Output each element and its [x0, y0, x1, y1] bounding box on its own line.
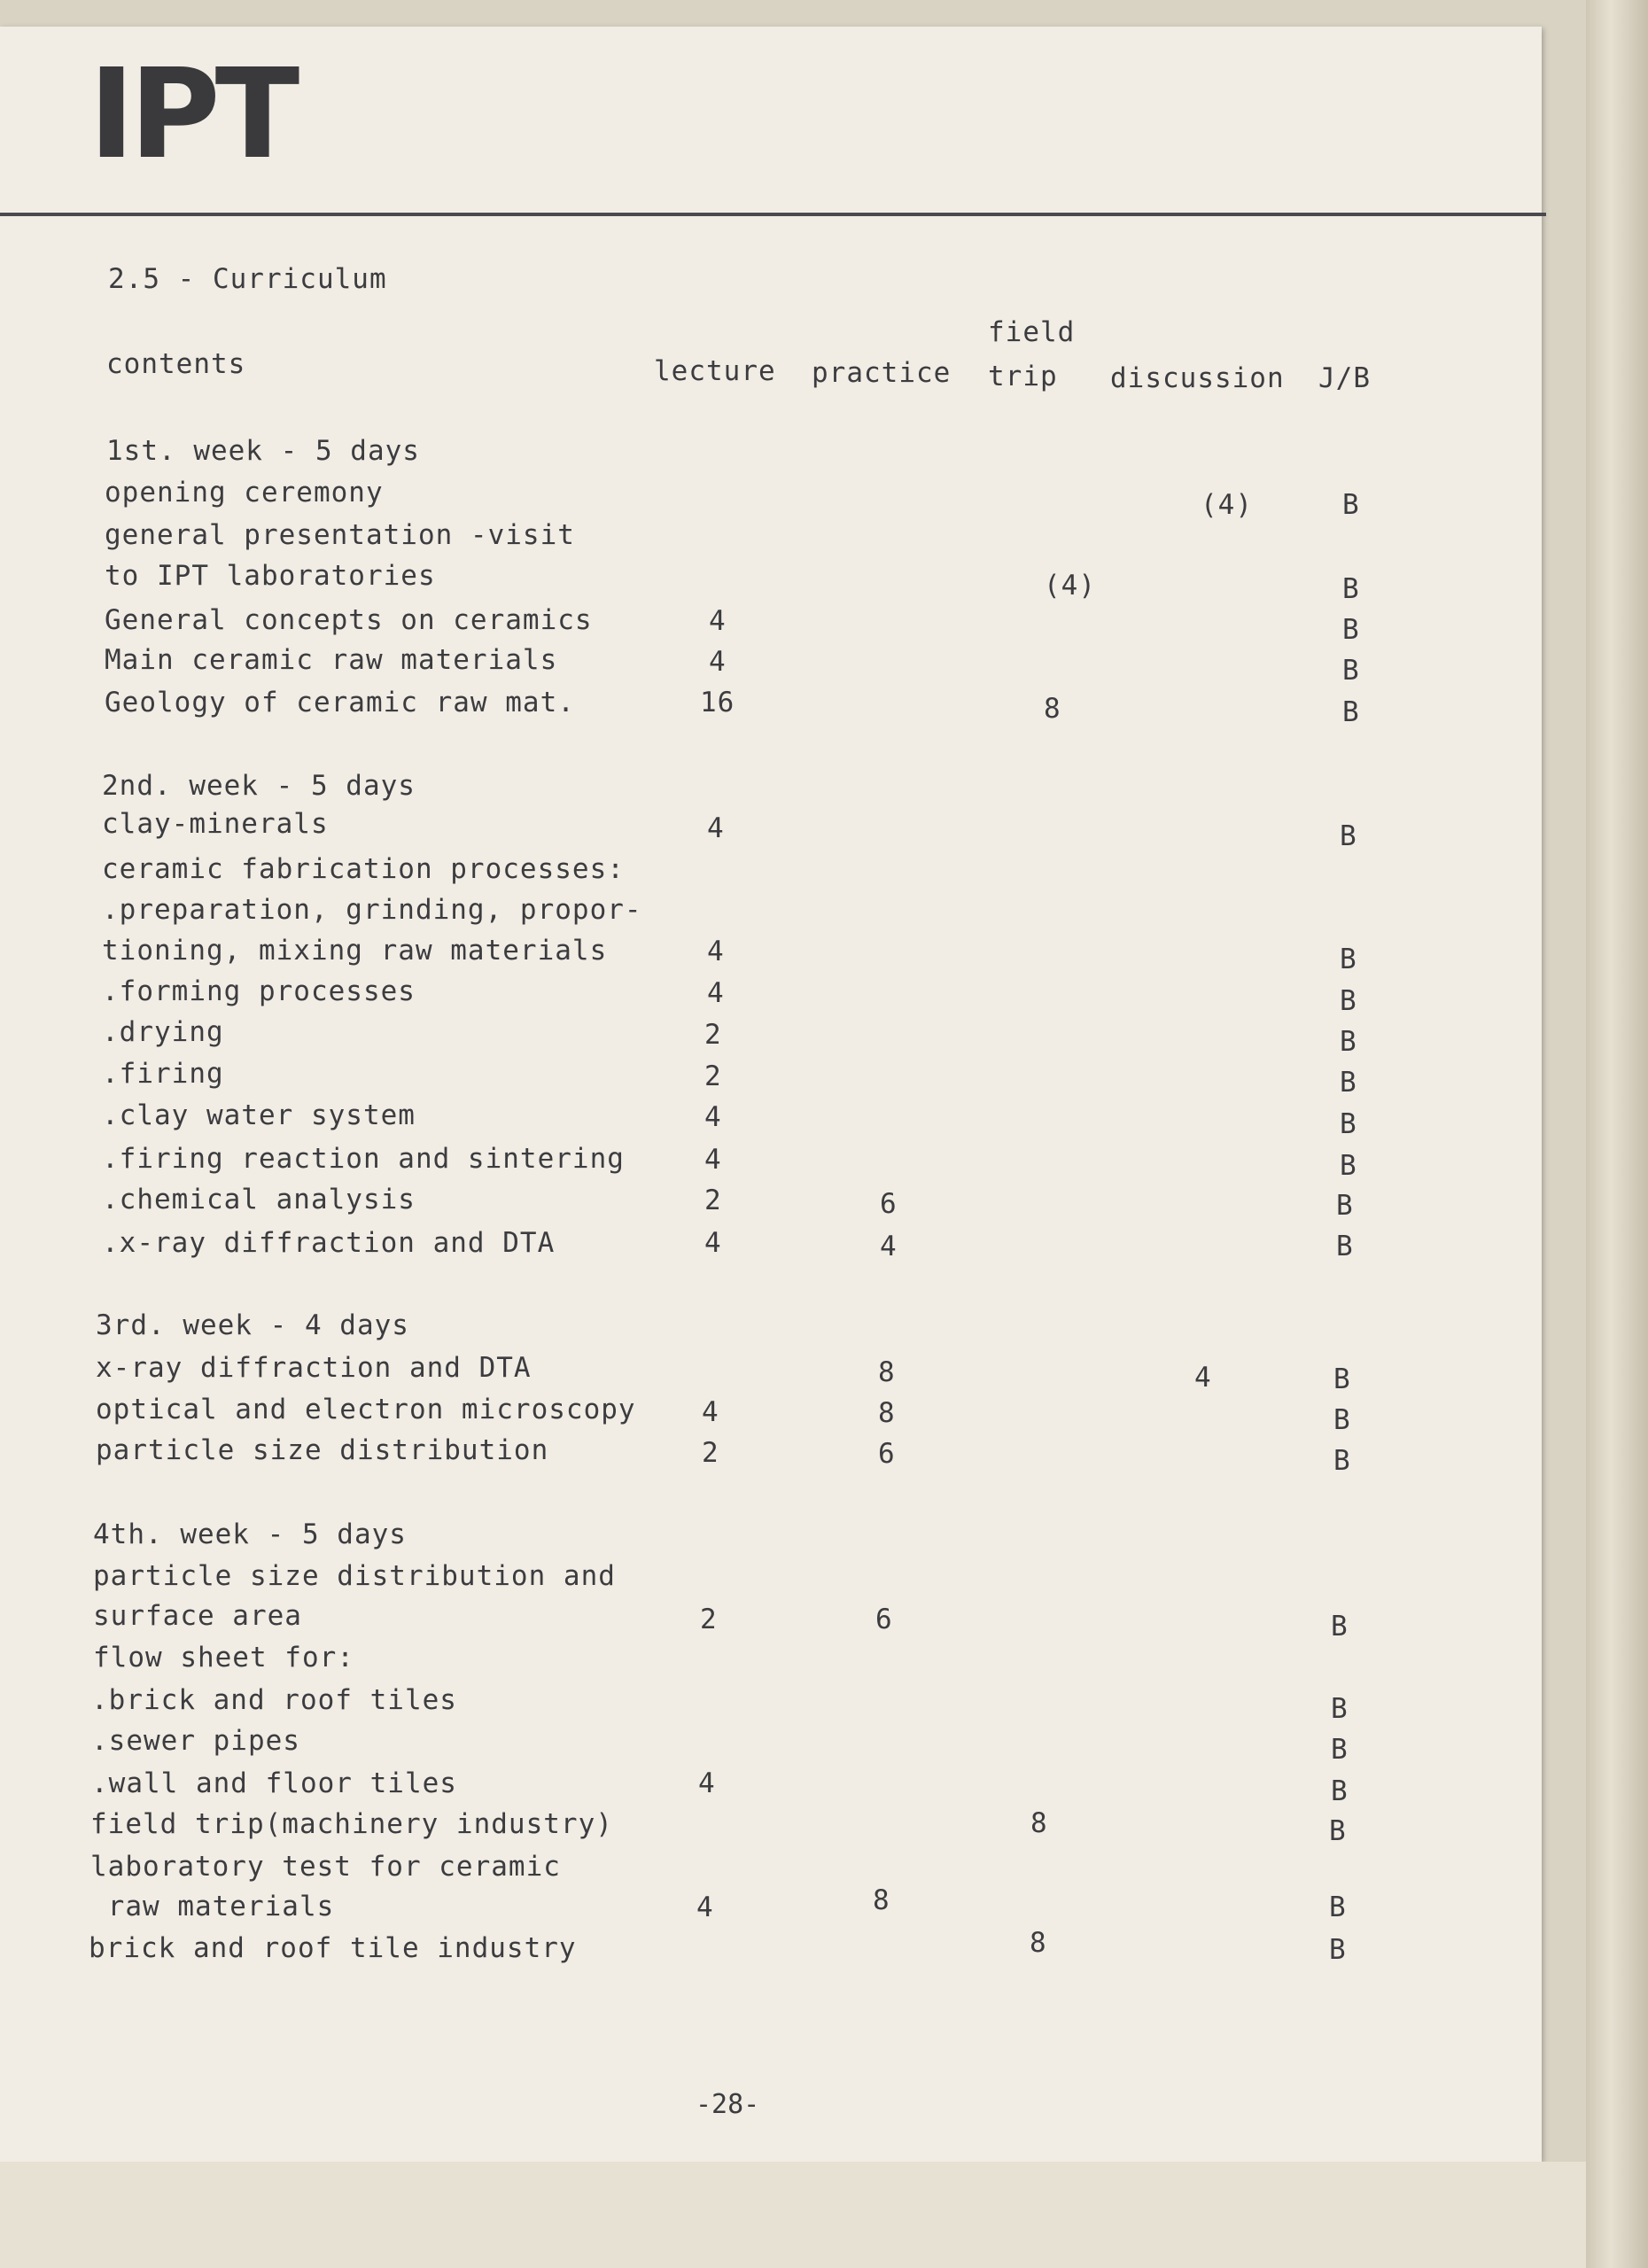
cell-practice: 4 [880, 1231, 898, 1262]
cell-lecture: 2 [702, 1437, 719, 1469]
scan-background-bottom [0, 2162, 1586, 2268]
curriculum-row-label: 4th. week - 5 days [93, 1518, 407, 1550]
curriculum-row-label: 2nd. week - 5 days [102, 770, 416, 802]
curriculum-row-label: General concepts on ceramics [105, 604, 593, 636]
cell-lecture: 4 [707, 977, 725, 1009]
column-header-contents: contents [106, 348, 246, 380]
curriculum-row-label: to IPT laboratories [105, 560, 436, 592]
cell-field: 8 [1030, 1807, 1048, 1839]
cell-jb: B [1331, 1734, 1349, 1766]
column-header-field: field [988, 316, 1076, 348]
curriculum-row-label: .wall and floor tiles [91, 1767, 457, 1799]
curriculum-row-label: raw materials [90, 1891, 335, 1922]
cell-field: 8 [1030, 1927, 1047, 1959]
cell-lecture: 4 [707, 936, 725, 967]
cell-jb: B [1336, 1231, 1354, 1262]
curriculum-row-label: general presentation -visit [105, 519, 575, 551]
cell-lecture: 2 [704, 1184, 722, 1216]
cell-jb: B [1340, 1108, 1357, 1140]
page-number: -28- [696, 2089, 760, 2120]
cell-jb: B [1340, 1067, 1357, 1099]
curriculum-row-label: .sewer pipes [91, 1725, 300, 1757]
cell-field: (4) [1044, 570, 1096, 602]
curriculum-row-label: particle size distribution and [93, 1560, 616, 1592]
cell-jb: B [1340, 1026, 1357, 1058]
cell-jb: B [1329, 1815, 1347, 1847]
curriculum-row-label: particle size distribution [96, 1434, 549, 1466]
curriculum-row-label: 1st. week - 5 days [106, 435, 420, 467]
cell-lecture: 4 [702, 1396, 719, 1428]
cell-lecture: 4 [704, 1144, 722, 1176]
curriculum-row-label: brick and roof tile industry [89, 1932, 577, 1964]
cell-jb: B [1333, 1363, 1351, 1395]
cell-lecture: 16 [700, 687, 735, 718]
cell-lecture: 4 [698, 1767, 716, 1799]
cell-jb: B [1340, 1150, 1357, 1182]
column-header-trip: trip [988, 361, 1058, 392]
cell-lecture: 4 [709, 605, 727, 637]
cell-jb: B [1342, 614, 1360, 646]
cell-lecture: 4 [707, 812, 725, 844]
curriculum-row-label: .chemical analysis [102, 1184, 416, 1216]
curriculum-row-label: Main ceramic raw materials [105, 644, 558, 676]
cell-jb: B [1342, 573, 1360, 605]
header-rule [0, 213, 1546, 216]
cell-discussion: 4 [1194, 1362, 1212, 1394]
cell-jb: B [1340, 820, 1357, 852]
curriculum-row-label: .forming processes [102, 975, 416, 1007]
curriculum-row-label: .firing reaction and sintering [102, 1143, 625, 1175]
cell-lecture: 4 [704, 1227, 722, 1259]
curriculum-row-label: .brick and roof tiles [91, 1684, 457, 1716]
cell-lecture: 4 [709, 646, 727, 678]
cell-jb: B [1331, 1693, 1349, 1725]
column-header-discussion: discussion [1110, 362, 1285, 394]
curriculum-row-label: tioning, mixing raw materials [102, 935, 608, 967]
cell-jb: B [1331, 1775, 1349, 1807]
curriculum-row-label: .clay water system [102, 1099, 416, 1131]
column-header-lecture: lecture [654, 355, 776, 387]
cell-lecture: 2 [704, 1060, 722, 1092]
cell-jb: B [1342, 696, 1360, 728]
cell-practice: 8 [878, 1356, 896, 1388]
curriculum-row-label: ceramic fabrication processes: [102, 853, 625, 885]
curriculum-row-label: .preparation, grinding, propor- [102, 894, 642, 926]
cell-lecture: 4 [696, 1891, 714, 1923]
cell-practice: 6 [875, 1604, 893, 1635]
cell-practice: 8 [873, 1884, 890, 1916]
cell-practice: 6 [878, 1438, 896, 1470]
curriculum-row-label: flow sheet for: [93, 1642, 354, 1674]
column-header-jb: J/B [1318, 362, 1371, 394]
cell-discussion: (4) [1201, 489, 1253, 521]
cell-practice: 6 [880, 1188, 898, 1220]
curriculum-row-label: Geology of ceramic raw mat. [105, 687, 575, 718]
cell-jb: B [1340, 944, 1357, 975]
cell-jb: B [1333, 1404, 1351, 1436]
curriculum-row-label: .firing [102, 1058, 224, 1090]
curriculum-row-label: opening ceremony [105, 477, 384, 509]
column-header-practice: practice [812, 357, 952, 389]
curriculum-row-label: clay-minerals [102, 808, 329, 840]
document-page [0, 27, 1542, 2162]
section-title: 2.5 - Curriculum [108, 263, 387, 295]
curriculum-row-label: x-ray diffraction and DTA [96, 1352, 532, 1384]
cell-lecture: 2 [704, 1019, 722, 1051]
curriculum-row-label: .x-ray diffraction and DTA [102, 1227, 556, 1259]
cell-practice: 8 [878, 1397, 896, 1429]
curriculum-row-label: field trip(machinery industry) [90, 1808, 613, 1840]
curriculum-row-label: optical and electron microscopy [96, 1394, 636, 1425]
ipt-logo: IPT [89, 43, 295, 187]
scan-background-edge [1586, 0, 1648, 2268]
cell-jb: B [1333, 1445, 1351, 1477]
cell-jb: B [1329, 1934, 1347, 1966]
cell-lecture: 2 [700, 1604, 718, 1635]
curriculum-row-label: .drying [102, 1016, 224, 1048]
cell-jb: B [1342, 655, 1360, 687]
cell-jb: B [1329, 1891, 1347, 1923]
cell-jb: B [1336, 1190, 1354, 1222]
curriculum-row-label: surface area [93, 1600, 302, 1632]
cell-jb: B [1340, 985, 1357, 1017]
cell-jb: B [1342, 489, 1360, 521]
cell-lecture: 4 [704, 1101, 722, 1133]
cell-field: 8 [1044, 693, 1061, 725]
cell-jb: B [1331, 1611, 1349, 1643]
curriculum-row-label: 3rd. week - 4 days [96, 1309, 409, 1341]
curriculum-row-label: laboratory test for ceramic [90, 1851, 561, 1883]
